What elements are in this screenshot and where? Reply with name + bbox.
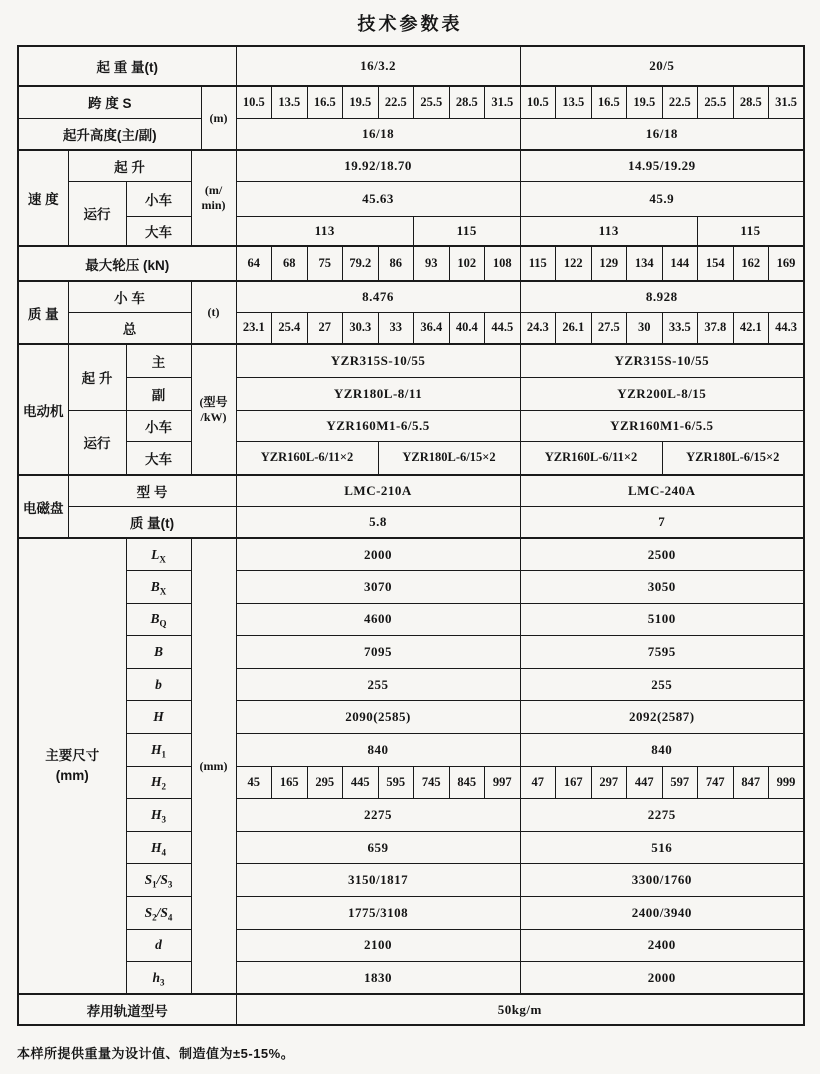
- dims-group-line1: 主要尺寸: [45, 747, 100, 763]
- span-value: 10.5: [236, 86, 272, 118]
- wheel-pressure-value: 122: [556, 246, 592, 281]
- dim-label-h2: $H_2$: [126, 766, 191, 799]
- speed-trolley-label: 小车: [126, 181, 191, 216]
- wheel-pressure-value: 129: [591, 246, 627, 281]
- speed-crane-label: 大车: [126, 216, 191, 246]
- dim-label-bq: $B_Q$: [126, 603, 191, 636]
- motor-unit: [191, 344, 236, 475]
- dim-h3-upper-left: 2275: [236, 799, 520, 832]
- motor-main-label: 主: [126, 344, 191, 377]
- dim-label-s2-s4: $S_2/S_4$: [126, 897, 191, 930]
- span-value: 16.5: [591, 86, 627, 118]
- mass-total-value: 40.4: [449, 312, 485, 344]
- speed-hoist-left: 19.92/18.70: [236, 150, 520, 181]
- magnet-model-left: LMC-210A: [236, 475, 520, 506]
- dim-h3-lower-right: 2000: [520, 962, 804, 995]
- motor-trolley-right: YZR160M1-6/5.5: [520, 410, 804, 441]
- dim-b-upper-right: 7595: [520, 636, 804, 669]
- technical-parameters-table: [17, 45, 805, 1026]
- dim-bx-left: 3070: [236, 571, 520, 604]
- dim-h2-value: 597: [662, 766, 698, 799]
- motor-crane-right-a: YZR160L-6/11×2: [520, 441, 662, 475]
- dim-h4-right: 516: [520, 831, 804, 864]
- motor-trolley-label: 小车: [126, 410, 191, 441]
- mass-trolley-right: 8.928: [520, 281, 804, 312]
- motor-crane-right-b: YZR180L-6/15×2: [662, 441, 804, 475]
- magnet-mass-left: 5.8: [236, 506, 520, 538]
- wheel-pressure-value: 86: [378, 246, 414, 281]
- motor-aux-label: 副: [126, 377, 191, 410]
- dim-s1-s3-left: 3150/1817: [236, 864, 520, 897]
- wheel-pressure-value: 108: [485, 246, 521, 281]
- lift-height-left: 16/18: [236, 118, 520, 150]
- dim-h2-value: 745: [414, 766, 450, 799]
- dim-h2-value: 45: [236, 766, 272, 799]
- dim-label-h: H: [126, 701, 191, 734]
- dim-label-s1-s3: $S_1/S_3$: [126, 864, 191, 897]
- dim-h2-value: 845: [449, 766, 485, 799]
- magnet-model-label: 型 号: [68, 475, 236, 506]
- dim-label-h4: $H_4$: [126, 831, 191, 864]
- motor-crane-label: 大车: [126, 441, 191, 475]
- mass-total-value: 25.4: [272, 312, 308, 344]
- speed-unit: [191, 150, 236, 246]
- span-value: 10.5: [520, 86, 556, 118]
- mass-total-value: 30: [627, 312, 663, 344]
- mass-total-label: 总: [68, 312, 191, 344]
- speed-travel-label: 运行: [68, 181, 126, 246]
- span-label: 跨 度 S: [18, 86, 201, 118]
- wheel-pressure-value: 144: [662, 246, 698, 281]
- dim-b-lower-right: 255: [520, 668, 804, 701]
- span-value: 22.5: [378, 86, 414, 118]
- wheel-pressure-value: 64: [236, 246, 272, 281]
- capacity-label: 起 重 量(t): [18, 46, 236, 86]
- speed-crane-left-a: 113: [236, 216, 414, 246]
- wheel-pressure-value: 115: [520, 246, 556, 281]
- magnet-mass-right: 7: [520, 506, 804, 538]
- speed-trolley-right: 45.9: [520, 181, 804, 216]
- wheel-pressure-value: 169: [769, 246, 805, 281]
- mass-total-value: 33: [378, 312, 414, 344]
- span-value: 16.5: [307, 86, 343, 118]
- motor-main-left: YZR315S-10/55: [236, 344, 520, 377]
- dim-s2-s4-right: 2400/3940: [520, 897, 804, 930]
- span-value: 25.5: [698, 86, 734, 118]
- mass-trolley-label: 小 车: [68, 281, 191, 312]
- dim-b-upper-left: 7095: [236, 636, 520, 669]
- span-value: 28.5: [733, 86, 769, 118]
- magnet-group-label: 电磁盘: [18, 475, 68, 538]
- dim-lx-right: 2500: [520, 538, 804, 571]
- mass-total-value: 44.3: [769, 312, 805, 344]
- dim-bx-right: 3050: [520, 571, 804, 604]
- rail-label: 荐用轨道型号: [18, 994, 236, 1025]
- wheel-pressure-value: 93: [414, 246, 450, 281]
- mass-total-value: 27: [307, 312, 343, 344]
- dim-label-bx: $B_X$: [126, 571, 191, 604]
- speed-unit-line1: (m/: [204, 183, 223, 197]
- motor-crane-left-a: YZR160L-6/11×2: [236, 441, 378, 475]
- motor-aux-right: YZR200L-8/15: [520, 377, 804, 410]
- dim-h2-value: 295: [307, 766, 343, 799]
- dim-h3-lower-left: 1830: [236, 962, 520, 995]
- footnote: 本样所提供重量为设计值、制造值为±5-15%。: [17, 1046, 295, 1061]
- span-value: 28.5: [449, 86, 485, 118]
- dim-label-h3-lower: $h_3$: [126, 962, 191, 995]
- dim-label-b-upper: B: [126, 636, 191, 669]
- mass-total-value: 24.3: [520, 312, 556, 344]
- motor-crane-left-b: YZR180L-6/15×2: [378, 441, 520, 475]
- dim-b-lower-left: 255: [236, 668, 520, 701]
- mass-total-value: 36.4: [414, 312, 450, 344]
- motor-unit-line1: (型号: [199, 394, 228, 409]
- dim-label-b-lower: b: [126, 668, 191, 701]
- dim-h2-value: 47: [520, 766, 556, 799]
- dim-h2-value: 847: [733, 766, 769, 799]
- magnet-model-right: LMC-240A: [520, 475, 804, 506]
- mass-trolley-left: 8.476: [236, 281, 520, 312]
- dim-h2-value: 297: [591, 766, 627, 799]
- dim-s1-s3-right: 3300/1760: [520, 864, 804, 897]
- dim-h2-value: 997: [485, 766, 521, 799]
- dim-h2-value: 445: [343, 766, 379, 799]
- span-value: 13.5: [556, 86, 592, 118]
- span-unit: (m): [201, 86, 236, 150]
- dim-h1-right: 840: [520, 734, 804, 767]
- wheel-pressure-label: 最大轮压 (kN): [18, 246, 236, 281]
- dim-h2-value: 999: [769, 766, 805, 799]
- capacity-value-right: 20/5: [520, 46, 804, 86]
- dim-d-right: 2400: [520, 929, 804, 962]
- motor-hoist-label: 起 升: [68, 344, 126, 410]
- dim-h3-upper-right: 2275: [520, 799, 804, 832]
- mass-total-value: 23.1: [236, 312, 272, 344]
- dim-h2-value: 595: [378, 766, 414, 799]
- dim-h1-left: 840: [236, 734, 520, 767]
- span-value: 19.5: [627, 86, 663, 118]
- mass-unit: (t): [191, 281, 236, 344]
- speed-crane-left-b: 115: [414, 216, 521, 246]
- lift-height-label: 起升高度(主/副): [18, 118, 201, 150]
- magnet-mass-label: 质 量(t): [68, 506, 236, 538]
- speed-hoist-label: 起 升: [68, 150, 191, 181]
- dim-h4-left: 659: [236, 831, 520, 864]
- wheel-pressure-value: 79.2: [343, 246, 379, 281]
- dim-h2-value: 167: [556, 766, 592, 799]
- dims-unit: (mm): [191, 538, 236, 994]
- span-value: 31.5: [485, 86, 521, 118]
- motor-unit-line2: /kW): [200, 409, 227, 424]
- mass-total-value: 26.1: [556, 312, 592, 344]
- dim-label-h3-upper: $H_3$: [126, 799, 191, 832]
- dim-label-d: d: [126, 929, 191, 962]
- dim-bq-right: 5100: [520, 603, 804, 636]
- mass-total-value: 44.5: [485, 312, 521, 344]
- dim-label-lx: $L_X$: [126, 538, 191, 571]
- lift-height-right: 16/18: [520, 118, 804, 150]
- span-value: 31.5: [769, 86, 805, 118]
- speed-crane-right-b: 115: [698, 216, 805, 246]
- wheel-pressure-value: 154: [698, 246, 734, 281]
- capacity-value-left: 16/3.2: [236, 46, 520, 86]
- mass-total-value: 42.1: [733, 312, 769, 344]
- span-value: 13.5: [272, 86, 308, 118]
- wheel-pressure-value: 68: [272, 246, 308, 281]
- dims-group-label: [18, 538, 126, 994]
- dim-bq-left: 4600: [236, 603, 520, 636]
- dim-h-left: 2090(2585): [236, 701, 520, 734]
- speed-trolley-left: 45.63: [236, 181, 520, 216]
- mass-total-value: 33.5: [662, 312, 698, 344]
- dim-h2-value: 747: [698, 766, 734, 799]
- speed-hoist-right: 14.95/19.29: [520, 150, 804, 181]
- motor-group-label: 电动机: [18, 344, 68, 475]
- speed-group-label: 速 度: [18, 150, 68, 246]
- dim-d-left: 2100: [236, 929, 520, 962]
- mass-total-value: 37.8: [698, 312, 734, 344]
- rail-value: 50kg/m: [236, 994, 804, 1025]
- motor-aux-left: YZR180L-8/11: [236, 377, 520, 410]
- dim-s2-s4-left: 1775/3108: [236, 897, 520, 930]
- speed-unit-line2: min): [201, 198, 226, 212]
- dim-h2-value: 165: [272, 766, 308, 799]
- dims-group-line2: (mm): [55, 768, 89, 784]
- span-value: 25.5: [414, 86, 450, 118]
- motor-trolley-left: YZR160M1-6/5.5: [236, 410, 520, 441]
- dim-label-h1: $H_1$: [126, 734, 191, 767]
- wheel-pressure-value: 162: [733, 246, 769, 281]
- mass-total-value: 27.5: [591, 312, 627, 344]
- wheel-pressure-value: 75: [307, 246, 343, 281]
- span-value: 19.5: [343, 86, 379, 118]
- span-value: 22.5: [662, 86, 698, 118]
- dim-lx-left: 2000: [236, 538, 520, 571]
- mass-total-value: 30.3: [343, 312, 379, 344]
- dim-h2-value: 447: [627, 766, 663, 799]
- wheel-pressure-value: 134: [627, 246, 663, 281]
- motor-main-right: YZR315S-10/55: [520, 344, 804, 377]
- motor-travel-label: 运行: [68, 410, 126, 475]
- page-title: 技术参数表: [357, 14, 463, 34]
- dim-h-right: 2092(2587): [520, 701, 804, 734]
- mass-group-label: 质 量: [18, 281, 68, 344]
- wheel-pressure-value: 102: [449, 246, 485, 281]
- speed-crane-right-a: 113: [520, 216, 698, 246]
